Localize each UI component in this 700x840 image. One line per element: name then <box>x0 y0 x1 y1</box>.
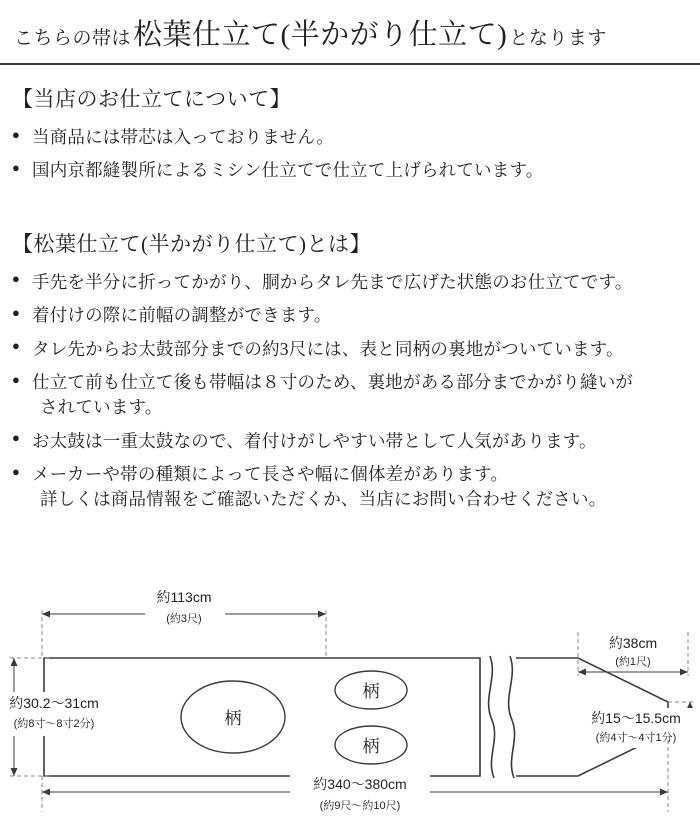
bullet-list-1 <box>12 125 688 184</box>
label-total-main: 約340〜380cm <box>313 776 407 792</box>
label-right-length-main: 約38cm <box>608 635 658 651</box>
pattern-label-bottom: 柄 <box>362 737 380 756</box>
section-title-1: 【当店のお仕立てについて】 <box>12 87 292 111</box>
list-item: ● 国内京都縫製所によるミシン仕立てで仕立て上げられています。 <box>12 158 688 183</box>
arrow-top-left <box>42 611 50 618</box>
label-height-main: 約30.2〜31cm <box>9 695 99 711</box>
list-item: ● お太鼓は一重太鼓なので、着付けがしやすい帯として人気があります。 <box>12 429 688 454</box>
section-what-is-matsuba <box>0 228 700 513</box>
arrow-tip-top <box>687 702 694 709</box>
header-suffix: となります <box>509 28 607 49</box>
arrow-height-bottom <box>11 768 18 776</box>
label-right-length-sub: (約1尺) <box>615 656 651 668</box>
list-item <box>12 370 688 421</box>
section-about-tailoring <box>0 83 700 184</box>
label-top-length-main: 約113cm <box>156 589 212 605</box>
break-line-1 <box>489 656 495 778</box>
obi-dimension-diagram <box>0 580 700 840</box>
break-line-2 <box>509 656 515 778</box>
arrow-total-right <box>660 789 668 796</box>
bullet-list-2 <box>12 270 688 513</box>
pattern-label-large: 柄 <box>224 709 242 728</box>
arrow-right-right <box>680 669 688 676</box>
arrow-top-right <box>318 611 326 618</box>
list-item: ● 着付けの際に前幅の調整ができます。 <box>12 303 688 328</box>
section-title-2: 【松葉仕立て(半かがり仕立て)とは】 <box>12 231 371 256</box>
label-tip-width-main: 約15〜15.5cm <box>591 710 681 726</box>
arrow-height-top <box>11 658 18 666</box>
arrow-right-left <box>578 669 586 676</box>
list-item: ● 当商品には帯芯は入っておりません。 <box>12 125 688 150</box>
header-prefix: こちらの帯は <box>14 28 132 49</box>
label-height-sub: (約8寸〜8寸2分) <box>13 718 95 730</box>
label-tip-width-sub: (約4寸〜4寸1分) <box>595 732 677 744</box>
list-item: ● 手先を半分に折ってかがり、胴からタレ先まで広げた状態のお仕立てです。 <box>12 270 688 295</box>
list-item <box>12 462 688 513</box>
page-header <box>0 0 700 65</box>
pattern-label-top: 柄 <box>362 682 380 701</box>
list-item-text: メーカーや帯の種類によって長さや幅に個体差があります。 <box>32 464 509 484</box>
list-item: ● タレ先からお太鼓部分までの約3尺には、表と同柄の裏地がついています。 <box>12 337 688 362</box>
list-item-text-cont: されています。 <box>40 397 163 418</box>
arrow-total-left <box>42 789 50 796</box>
label-total-sub: (約9尺〜約10尺) <box>319 800 401 812</box>
list-item-text: 仕立て前も仕立て後も帯幅は８寸のため、裏地がある部分までかがり縫いが <box>32 371 634 392</box>
label-top-length-sub: (約3尺) <box>166 613 202 625</box>
header-emphasis: 松葉仕立て(半かがり仕立て) <box>133 19 508 51</box>
list-item-text-cont: 詳しくは商品情報をご確認いただくか、当店にお問い合わせください。 <box>40 489 607 510</box>
